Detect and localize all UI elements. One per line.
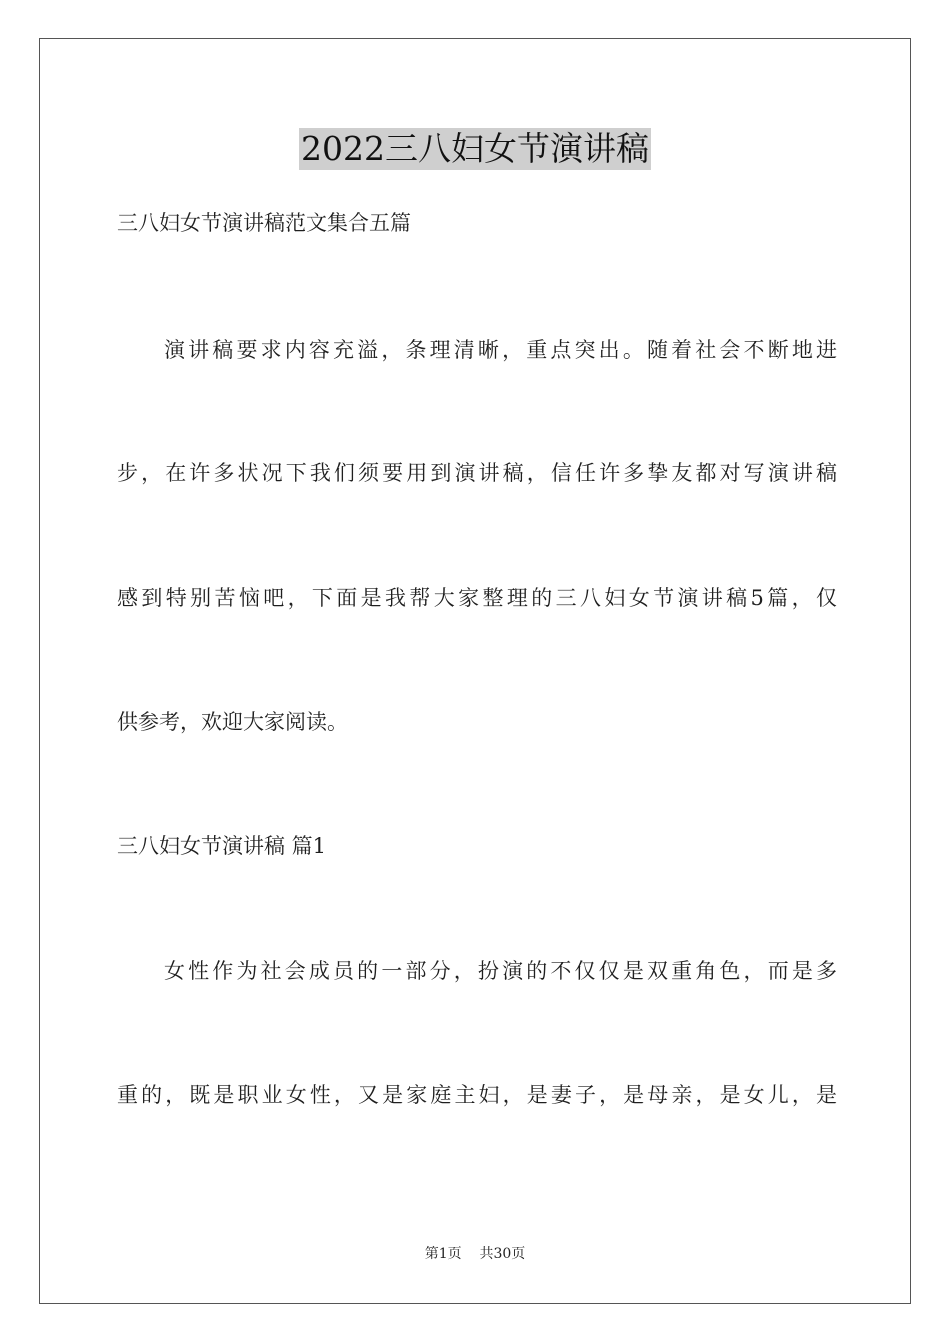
subtitle-line: 三八妇女节演讲稿范文集合五篇	[117, 211, 411, 235]
paragraph-line: 演讲稿要求内容充溢，条理清晰，重点突出。随着社会不断地进	[164, 338, 837, 362]
paragraph-line: 感到特别苦恼吧，下面是我帮大家整理的三八妇女节演讲稿5篇，仅	[117, 586, 837, 610]
section-heading: 三八妇女节演讲稿 篇1	[117, 834, 327, 858]
page-footer	[0, 1244, 950, 1264]
paragraph-line: 供参考，欢迎大家阅读。	[117, 710, 348, 734]
paragraph-line: 女性作为社会成员的一部分，扮演的不仅仅是双重角色，而是多	[164, 959, 837, 983]
paragraph-line: 重的，既是职业女性，又是家庭主妇，是妻子，是母亲，是女儿，是	[117, 1083, 837, 1107]
page-total: 共30页	[479, 1246, 526, 1262]
document-title: 2022三八妇女节演讲稿	[301, 129, 649, 168]
page-number: 第1页	[424, 1246, 462, 1262]
title-container	[0, 128, 950, 170]
paragraph-line: 步，在许多状况下我们须要用到演讲稿，信任许多挚友都对写演讲稿	[117, 461, 837, 485]
